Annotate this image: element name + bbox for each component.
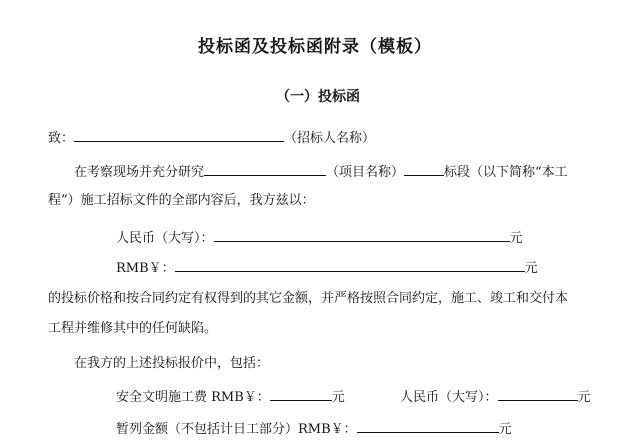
p1-text-b: （项目名称） — [326, 165, 405, 180]
p1-text-a: 在考察现场并充分研究 — [74, 165, 205, 180]
rmb-figure-blank[interactable] — [175, 258, 525, 272]
unit-yuan: 元 — [498, 422, 512, 437]
rmb-words-line — [116, 228, 523, 248]
paragraph-2-line-2: 工程并维修其中的任何缺陷。 — [48, 321, 218, 336]
provisional-sum-line — [116, 419, 512, 439]
unit-yuan: 元 — [509, 231, 523, 246]
provisional-sum-label: 暂列金额（不包括计日工部分）RMB￥： — [116, 422, 357, 437]
paragraph-1-line-1 — [74, 162, 568, 182]
tenderer-name-hint: （招标人名称） — [284, 131, 376, 146]
page-title: 投标函及投标函附录（模板） — [198, 37, 432, 57]
safety-words-label: 人民币（大写）： — [400, 390, 498, 405]
safety-fee-blank[interactable] — [270, 387, 332, 401]
safety-fee-line — [116, 387, 345, 407]
rmb-label: RMB￥： — [116, 261, 175, 276]
rmb-words-label: 人民币（大写）： — [116, 231, 214, 246]
safety-fee-words-line — [400, 387, 591, 407]
unit-yuan: 元 — [524, 261, 538, 276]
to-label: 致： — [48, 131, 75, 146]
safety-fee-label: 安全文明施工费 RMB￥： — [116, 390, 270, 405]
provisional-sum-blank[interactable] — [357, 419, 499, 433]
addressee-line — [48, 128, 375, 148]
p1-text-c: 标段（以下简称“本工 — [444, 165, 568, 180]
section-subtitle: （一）投标函 — [276, 89, 360, 105]
paragraph-3: 在我方的上述投标报价中，包括： — [74, 356, 270, 371]
safety-words-blank[interactable] — [498, 387, 578, 401]
paragraph-2-line-1: 的投标价格和按合同约定有权得到的其它金额，并严格按照合同约定，施工、竣工和交付本 — [48, 291, 569, 306]
project-name-blank[interactable] — [204, 162, 326, 176]
rmb-figure-line — [116, 258, 538, 278]
paragraph-1-line-2: 程”）施工招标文件的全部内容后，我方兹以： — [48, 193, 315, 208]
unit-yuan: 元 — [331, 390, 345, 405]
section-blank[interactable] — [404, 162, 444, 176]
rmb-words-blank[interactable] — [214, 228, 510, 242]
tenderer-name-blank[interactable] — [74, 128, 284, 142]
unit-yuan: 元 — [577, 390, 591, 405]
